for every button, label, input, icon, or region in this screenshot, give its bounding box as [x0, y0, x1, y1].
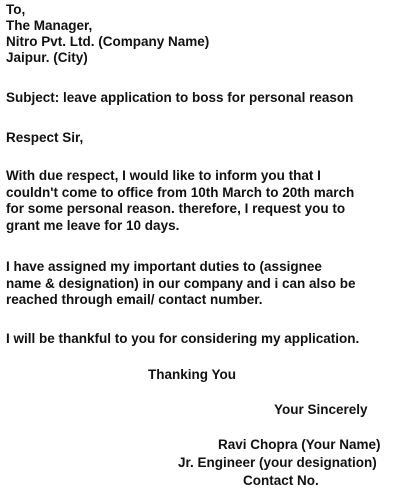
- body-paragraph-2-line: name & designation) in our company and i can also be: [6, 275, 356, 291]
- signatory-contact: Contact No.: [243, 473, 319, 488]
- address-recipient: The Manager,: [6, 18, 93, 33]
- body-paragraph-2-line: reached through email/ contact number.: [6, 292, 263, 307]
- signatory-designation: Jr. Engineer (your designation): [178, 455, 377, 470]
- body-paragraph-2: [6, 259, 402, 309]
- body-paragraph-1-line: grant me leave for 10 days.: [6, 217, 180, 233]
- subject-line: Subject: leave application to boss for personal reason: [6, 90, 354, 105]
- body-paragraph-3: I will be thankful to you for considering my application.: [6, 331, 360, 346]
- address-to: To,: [6, 2, 26, 17]
- closing-sign-off: Your Sincerely: [274, 402, 368, 417]
- signatory-name: Ravi Chopra (Your Name): [218, 437, 381, 452]
- body-paragraph-1: [6, 168, 402, 234]
- body-paragraph-2-line: I have assigned my important duties to (assignee: [6, 259, 322, 274]
- address-city: Jaipur. (City): [6, 50, 88, 65]
- body-paragraph-1-line: With due respect, I would like to inform you that I: [6, 168, 321, 183]
- body-paragraph-1-line: for some personal reason. therefore, I request you to: [6, 201, 346, 216]
- closing-thanks: Thanking You: [148, 367, 237, 382]
- body-paragraph-1-line: couldn't come to office from 10th March to 20th march: [6, 184, 355, 200]
- address-company: Nitro Pvt. Ltd. (Company Name): [6, 34, 210, 49]
- salutation: Respect Sir,: [6, 130, 84, 145]
